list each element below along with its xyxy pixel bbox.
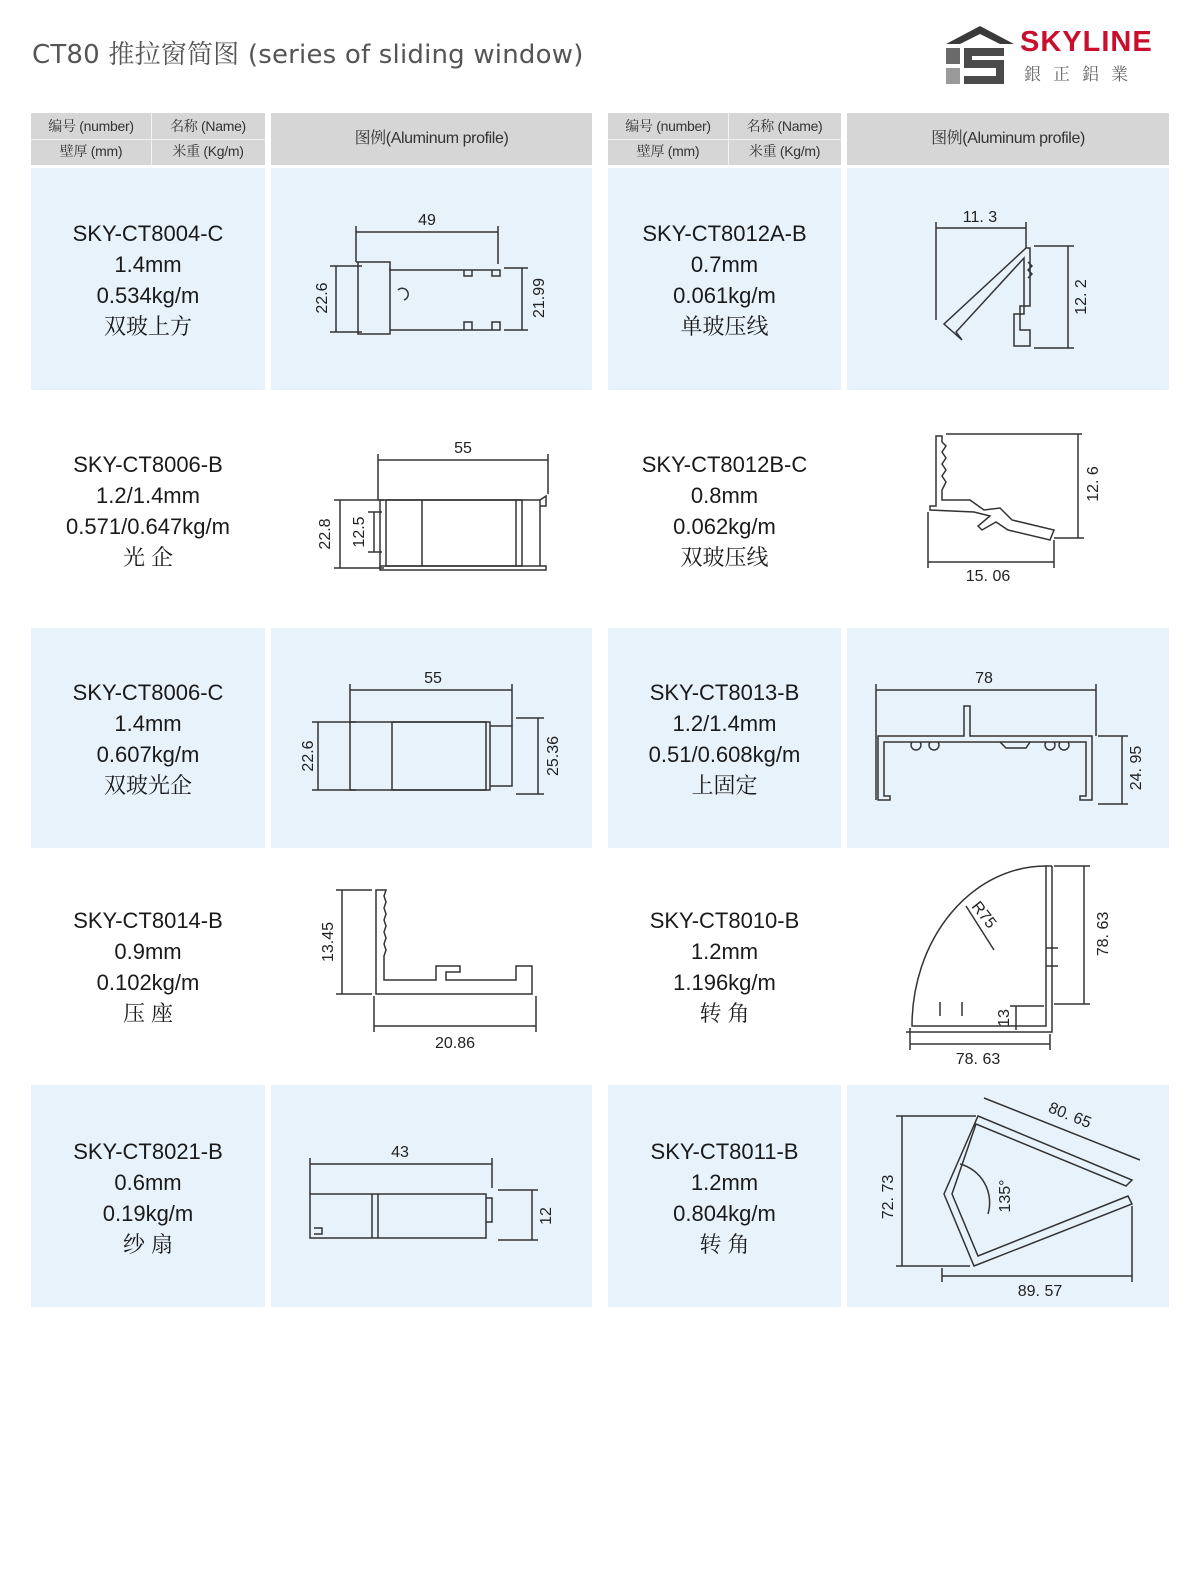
unit-weight: 0.062kg/m: [673, 514, 776, 539]
wall-thickness: 1.2/1.4mm: [672, 711, 777, 736]
profile-drawing-ct8012bc: [928, 434, 1084, 568]
product-code: SKY-CT8004-C: [72, 221, 224, 246]
product-name: 双玻上方: [103, 314, 192, 339]
profile-drawing-ct8013b: [876, 684, 1128, 804]
product-code: SKY-CT8014-B: [73, 908, 223, 933]
product-name: 上固定: [691, 773, 758, 798]
wall-thickness: 0.6mm: [114, 1170, 182, 1195]
wall-thickness: 1.2mm: [690, 1170, 759, 1195]
dim-label: 12: [538, 1207, 555, 1225]
wall-thickness: 0.7mm: [690, 252, 759, 277]
dim-label: 22.6: [314, 282, 331, 314]
dim-label: 78. 63: [955, 1051, 1001, 1068]
header-number: 编号 (number): [625, 118, 711, 134]
unit-weight: 1.196kg/m: [673, 970, 776, 995]
header-weight: 米重 (Kg/m): [172, 143, 244, 159]
product-code: SKY-CT8012B-C: [641, 452, 808, 477]
unit-weight: 0.607kg/m: [96, 742, 200, 767]
dim-label: 49: [418, 212, 436, 229]
header-profile-right: 图例(Aluminum profile): [847, 113, 1169, 165]
header-name: 名称 (Name): [746, 118, 823, 134]
profile-drawing-ct8011b: [896, 1098, 1140, 1282]
dim-label: 135°: [997, 1179, 1014, 1213]
dim-label: 80. 65: [1045, 1099, 1094, 1133]
dim-label: 20.86: [434, 1035, 476, 1052]
dim-label: 12.5: [351, 516, 368, 548]
header-thickness: 壁厚 (mm): [636, 143, 700, 159]
dim-label: 13: [996, 1009, 1013, 1027]
wall-thickness: 0.8mm: [690, 483, 759, 508]
unit-weight: 0.061kg/m: [673, 283, 776, 308]
wall-thickness: 1.2/1.4mm: [96, 483, 200, 508]
profile-drawing-ct8014b: [336, 890, 536, 1032]
wall-thickness: 1.2mm: [690, 939, 759, 964]
dim-label: 55: [454, 440, 472, 457]
product-name: 单玻压线: [680, 314, 769, 339]
wall-thickness: 1.4mm: [114, 252, 182, 277]
dim-label: 21.99: [531, 277, 548, 319]
dim-label: 24. 95: [1128, 745, 1145, 791]
unit-weight: 0.804kg/m: [673, 1201, 776, 1226]
brand-name: SKYLINE: [1020, 26, 1153, 58]
product-name: 光 企: [122, 545, 174, 570]
product-name: 转 角: [699, 1001, 750, 1026]
profile-drawing-ct8006c: [312, 684, 544, 794]
header-weight: 米重 (Kg/m): [748, 143, 821, 159]
profile-drawing-ct8021b: [310, 1158, 538, 1240]
product-name: 双玻光企: [103, 773, 192, 798]
dim-label: 11. 3: [962, 209, 998, 226]
dim-label: 13.45: [320, 921, 337, 963]
dim-label: 12. 2: [1073, 279, 1090, 315]
dim-label: 22.6: [300, 740, 317, 772]
product-code: SKY-CT8013-B: [649, 680, 800, 705]
unit-weight: 0.534kg/m: [96, 283, 200, 308]
page-title: CT80 推拉窗简图 (series of sliding window): [32, 40, 584, 70]
product-code: SKY-CT8011-B: [650, 1139, 799, 1164]
dim-label: 78. 63: [1095, 911, 1112, 957]
product-name: 压 座: [122, 1001, 174, 1026]
header-thickness: 壁厚 (mm): [59, 143, 123, 159]
header-number: 编号 (number): [48, 118, 134, 134]
product-name: 纱 扇: [122, 1232, 174, 1257]
unit-weight: 0.19kg/m: [102, 1201, 194, 1226]
header-profile-left: 图例(Aluminum profile): [271, 113, 592, 165]
unit-weight: 0.571/0.647kg/m: [66, 514, 230, 539]
dim-label: R75: [967, 898, 1000, 933]
unit-weight: 0.102kg/m: [96, 970, 200, 995]
product-code: SKY-CT8021-B: [73, 1139, 223, 1164]
product-code: SKY-CT8010-B: [649, 908, 800, 933]
dim-label: 55: [424, 670, 442, 687]
unit-weight: 0.51/0.608kg/m: [648, 742, 801, 767]
dim-label: 43: [391, 1144, 409, 1161]
dim-label: 22.8: [317, 518, 334, 550]
product-name: 双玻压线: [680, 545, 769, 570]
dim-label: 78: [975, 670, 993, 687]
wall-thickness: 0.9mm: [114, 939, 182, 964]
profile-drawing-ct8006b: [334, 454, 548, 570]
profile-drawing-ct8012ab: [936, 222, 1074, 348]
product-code: SKY-CT8006-C: [72, 680, 224, 705]
dim-label: 15. 06: [965, 568, 1011, 585]
dim-label: 72. 73: [880, 1174, 897, 1220]
brand-name-cn: 銀正鋁業: [1024, 65, 1140, 85]
profile-drawing-ct8004c: [330, 226, 528, 334]
product-code: SKY-CT8012A-B: [642, 221, 807, 246]
dim-label: 89. 57: [1017, 1283, 1063, 1300]
dim-label: 12. 6: [1085, 466, 1102, 502]
header-name: 名称 (Name): [170, 118, 246, 134]
product-name: 转 角: [699, 1232, 750, 1257]
wall-thickness: 1.4mm: [114, 711, 182, 736]
product-code: SKY-CT8006-B: [73, 452, 223, 477]
dim-label: 25.36: [545, 735, 562, 777]
